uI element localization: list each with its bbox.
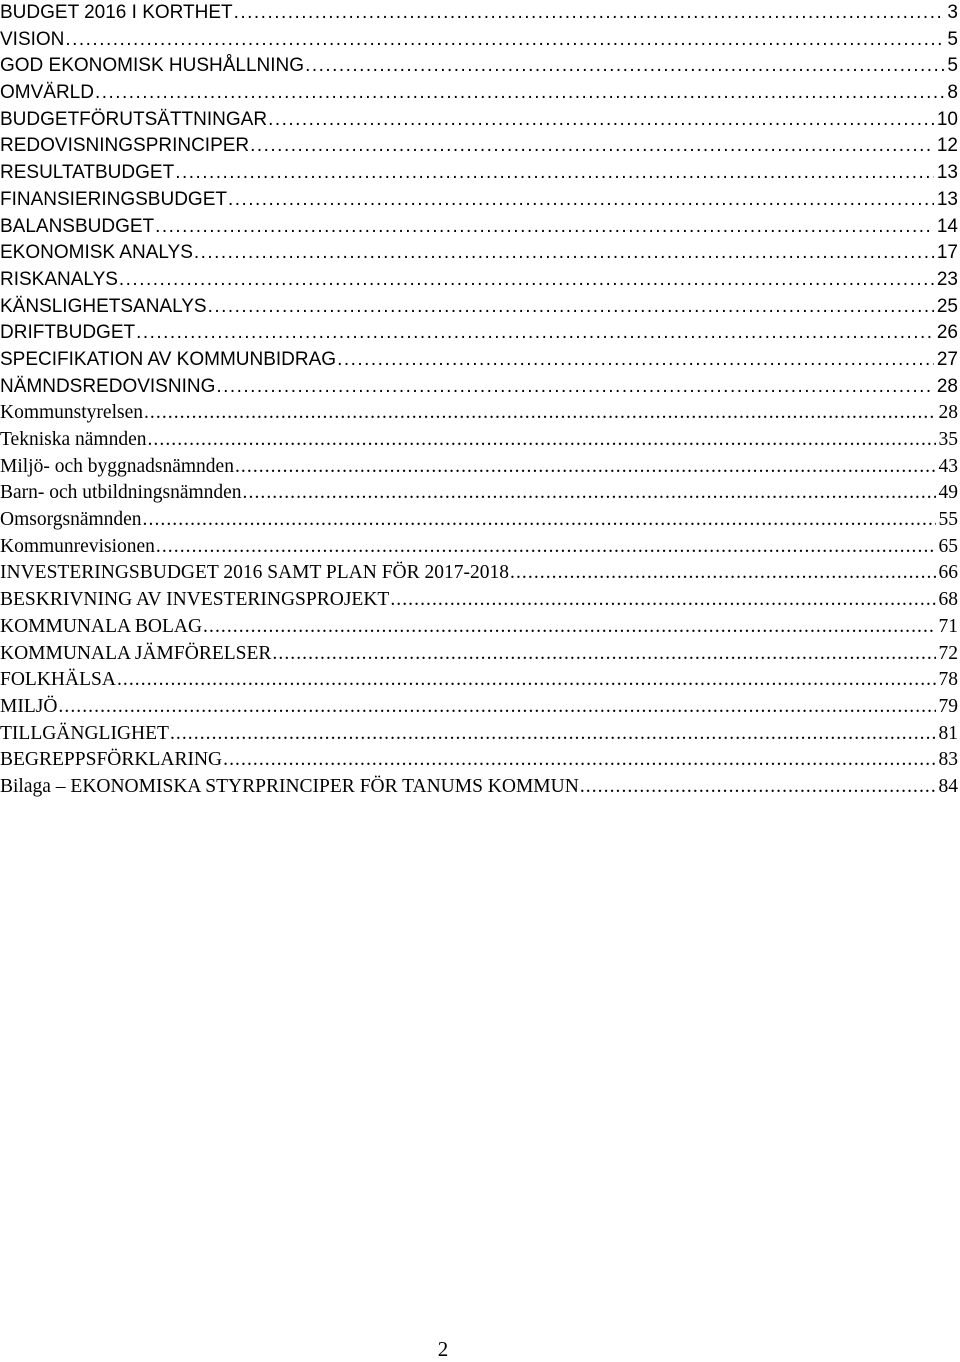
- toc-entry-title: Omsorgsnämnden: [0, 509, 142, 531]
- toc-dot-leader: [154, 214, 934, 241]
- toc-dot-leader: [116, 667, 936, 694]
- toc-entry-title: DRIFTBUDGET: [0, 322, 136, 344]
- toc-dot-leader: [174, 160, 934, 187]
- toc-entry-title: BESKRIVNING AV INVESTERINGSPROJEKT: [0, 589, 390, 611]
- toc-entry-page-number: 5: [947, 55, 958, 77]
- toc-entry-title: INVESTERINGSBUDGET 2016 SAMT PLAN FÖR 2017-2018: [0, 562, 510, 584]
- toc-entry-page-number: 28: [938, 402, 958, 424]
- toc-dot-leader: [94, 80, 944, 107]
- toc-entry-title: MILJÖ: [0, 695, 58, 717]
- toc-entry-page-number: 13: [936, 188, 958, 210]
- toc-entry-page-number: 26: [936, 322, 958, 344]
- toc-entry-page-number: 49: [938, 482, 958, 504]
- toc-entry-title: EKONOMISK ANALYS: [0, 242, 193, 264]
- toc-entry-page-number: 68: [938, 589, 958, 611]
- toc-dot-leader: [249, 133, 934, 160]
- toc-entry[interactable]: [0, 774, 960, 801]
- toc-entry-page-number: 43: [938, 455, 958, 477]
- toc-entry[interactable]: [0, 427, 960, 454]
- toc-dot-leader: [142, 507, 936, 534]
- toc-entry[interactable]: [0, 400, 960, 427]
- toc-dot-leader: [146, 427, 935, 454]
- toc-entry-title: Barn- och utbildningsnämnden: [0, 482, 242, 504]
- toc-entry-title: RISKANALYS: [0, 268, 118, 290]
- toc-entry[interactable]: [0, 560, 960, 587]
- toc-entry-page-number: 12: [936, 135, 958, 157]
- toc-entry-page-number: 55: [938, 509, 958, 531]
- toc-dot-leader: [202, 614, 935, 641]
- toc-entry[interactable]: [0, 694, 960, 721]
- toc-entry[interactable]: [0, 747, 960, 774]
- toc-entry[interactable]: [0, 667, 960, 694]
- toc-entry[interactable]: [0, 80, 960, 107]
- toc-dot-leader: [135, 320, 934, 347]
- toc-entry[interactable]: [0, 507, 960, 534]
- toc-dot-leader: [155, 534, 936, 561]
- toc-entry[interactable]: [0, 267, 960, 294]
- toc-entry-page-number: 8: [947, 82, 958, 104]
- toc-entry-title: RESULTATBUDGET: [0, 162, 175, 184]
- toc-entry[interactable]: [0, 374, 960, 401]
- toc-entry-title: TILLGÄNGLIGHET: [0, 722, 169, 744]
- toc-dot-leader: [271, 641, 935, 668]
- toc-entry-page-number: 66: [938, 562, 958, 584]
- toc-entry-page-number: 28: [936, 375, 958, 397]
- toc-dot-leader: [389, 587, 935, 614]
- toc-entry-title: GOD EKONOMISK HUSHÅLLNING: [0, 55, 305, 77]
- toc-entry[interactable]: [0, 614, 960, 641]
- toc-dot-leader: [579, 774, 936, 801]
- toc-entry-page-number: 72: [938, 642, 958, 664]
- toc-entry-title: BUDGET 2016 I KORTHET: [0, 2, 233, 23]
- toc-entry-page-number: 25: [936, 295, 958, 317]
- toc-entry-page-number: 27: [936, 348, 958, 370]
- toc-dot-leader: [57, 694, 935, 721]
- toc-entry-title: Tekniska nämnden: [0, 429, 147, 450]
- toc-entry[interactable]: [0, 480, 960, 507]
- toc-dot-leader: [242, 480, 936, 507]
- toc-dot-leader: [143, 400, 936, 427]
- toc-dot-leader: [193, 240, 934, 267]
- toc-entry[interactable]: [0, 587, 960, 614]
- toc-entry[interactable]: [0, 240, 960, 267]
- toc-entry-title: Kommunrevisionen: [0, 535, 155, 557]
- toc-entry[interactable]: [0, 53, 960, 80]
- toc-entry[interactable]: [0, 0, 960, 27]
- toc-dot-leader: [227, 187, 934, 214]
- toc-dot-leader: [169, 721, 936, 748]
- toc-entry[interactable]: [0, 160, 960, 187]
- toc-entry-page-number: 5: [947, 28, 958, 50]
- toc-dot-leader: [118, 267, 934, 294]
- toc-entry-page-number: 17: [936, 242, 958, 264]
- toc-entry-page-number: 13: [936, 162, 958, 184]
- toc-entry[interactable]: [0, 214, 960, 241]
- toc-entry[interactable]: [0, 721, 960, 748]
- toc-entry[interactable]: [0, 534, 960, 561]
- toc-dot-leader: [222, 747, 935, 774]
- toc-dot-leader: [64, 27, 944, 54]
- toc-entry-page-number: 23: [936, 268, 958, 290]
- toc-entry-title: SPECIFIKATION AV KOMMUNBIDRAG: [0, 348, 337, 370]
- toc-entry-page-number: 78: [938, 669, 958, 691]
- toc-entry-title: OMVÄRLD: [0, 82, 94, 104]
- page-number: 2: [437, 1337, 449, 1361]
- toc-dot-leader: [207, 294, 934, 321]
- toc-dot-leader: [267, 107, 934, 134]
- toc-entry[interactable]: [0, 641, 960, 668]
- toc-entry-title: NÄMNDSREDOVISNING: [0, 375, 216, 397]
- toc-entry-page-number: 35: [938, 429, 958, 450]
- toc-entry-title: FOLKHÄLSA: [0, 669, 116, 691]
- toc-entry-page-number: 83: [938, 749, 958, 771]
- toc-entry[interactable]: [0, 454, 960, 481]
- toc-entry-page-number: 65: [938, 535, 958, 557]
- toc-entry-title: Bilaga – EKONOMISKA STYRPRINCIPER FÖR TANUMS KOMMUN: [0, 775, 579, 797]
- toc-entry-title: VISION: [0, 28, 65, 50]
- toc-entry[interactable]: [0, 187, 960, 214]
- toc-entry[interactable]: [0, 294, 960, 321]
- toc-entry-page-number: 14: [936, 215, 958, 237]
- toc-entry-title: KOMMUNALA BOLAG: [0, 615, 203, 637]
- toc-entry-title: FINANSIERINGSBUDGET: [0, 188, 227, 210]
- toc-entry-title: KOMMUNALA JÄMFÖRELSER: [0, 642, 272, 664]
- toc-entry-page-number: 79: [938, 695, 958, 717]
- toc-entry-title: KÄNSLIGHETSANALYS: [0, 295, 207, 317]
- toc-entry-page-number: 10: [936, 108, 958, 130]
- toc-entry-title: Kommunstyrelsen: [0, 402, 143, 424]
- toc-entry[interactable]: [0, 107, 960, 134]
- toc-entry[interactable]: [0, 133, 960, 160]
- toc-entry-title: Miljö- och byggnadsnämnden: [0, 455, 234, 477]
- toc-dot-leader: [304, 53, 944, 80]
- toc-entry-page-number: 71: [938, 615, 958, 637]
- toc-entry-page-number: 84: [938, 775, 958, 797]
- toc-dot-leader: [234, 454, 936, 481]
- toc-entry-page-number: 81: [938, 722, 958, 744]
- toc-entry-title: BUDGETFÖRUTSÄTTNINGAR: [0, 108, 268, 130]
- toc-entry-page-number: 3: [947, 2, 958, 23]
- toc-entry-title: BEGREPPSFÖRKLARING: [0, 749, 223, 771]
- toc-dot-leader: [336, 347, 934, 374]
- toc-entry-title: REDOVISNINGSPRINCIPER: [0, 135, 250, 157]
- toc-entry-title: BALANSBUDGET: [0, 215, 155, 237]
- toc-dot-leader: [509, 560, 935, 587]
- toc-dot-leader: [233, 0, 945, 27]
- toc-entry[interactable]: [0, 27, 960, 54]
- toc-entry[interactable]: [0, 347, 960, 374]
- toc-dot-leader: [215, 374, 934, 401]
- toc-entry[interactable]: [0, 320, 960, 347]
